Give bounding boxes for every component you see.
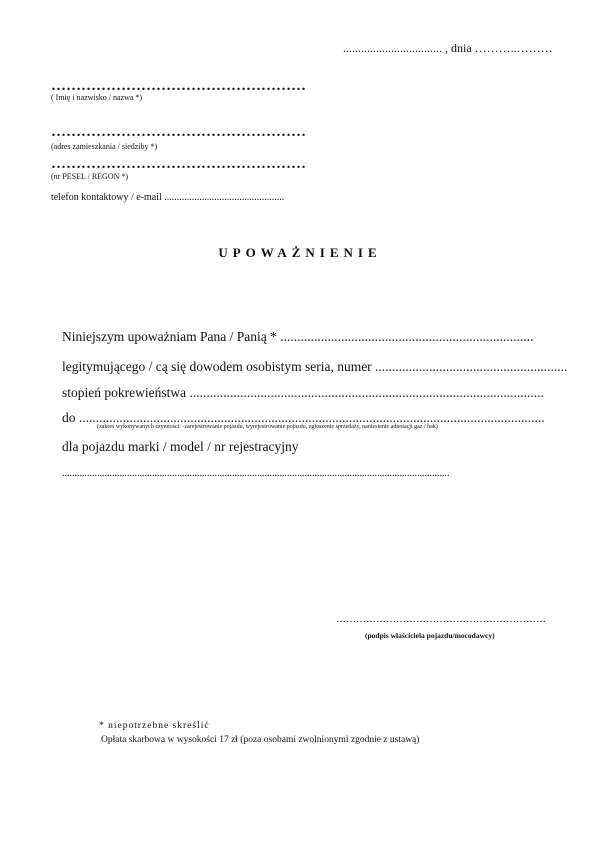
- strike-footnote: * niepotrzebne skreślić: [99, 721, 210, 731]
- address-caption: (adres zamieszkania / siedziby *): [51, 142, 158, 151]
- name-caption: ( Imię i nazwisko / nazwa *): [51, 93, 143, 102]
- id-caption: (nr PESEL / REGON *): [51, 172, 129, 181]
- signature-caption: (podpis właściciela pojazdu/mocodawcy): [365, 631, 495, 640]
- vehicle-line: dla pojazdu marki / model / nr rejestracyjny: [62, 439, 299, 454]
- scope-line: do ..........................................................................................................................................: [62, 410, 545, 425]
- authorize-person-line: Niniejszym upoważniam Pana / Panią * ...........................................................................: [62, 329, 534, 344]
- id-document-line: legitymującego / cą się dowodem osobistym seria, numer .........................................................: [62, 359, 568, 374]
- document-title: UPOWAŻNIENIE: [218, 245, 382, 260]
- id-field-dots: ……………………………………………: [51, 156, 306, 172]
- fee-footnote: Opłata skarbowa w wysokości 17 zł (poza osobami zwolnionymi zgodnie z ustawą): [101, 735, 420, 745]
- date-line: ................................. , dnia ………..………: [343, 41, 553, 55]
- address-field-dots: ……………………………………………: [51, 124, 306, 140]
- name-field-dots: ……………………………………………: [51, 78, 306, 94]
- scope-caption: (zakres wykonywanych czynności: -zarejestrowanie pojazdu, wyrejestrowanie pojazdu, zgłoszenie sprzedaży, naniesienie adnotacji gaz / hak): [97, 424, 438, 430]
- vehicle-dots-line: ...........................................................................................................................................................: [62, 468, 450, 479]
- signature-dots: ………………………………………………………: [336, 614, 546, 625]
- kinship-line: stopień pokrewieństwa .........................................................................................................: [62, 385, 544, 400]
- contact-line: telefon kontaktowy / e-mail ................................................: [51, 192, 285, 203]
